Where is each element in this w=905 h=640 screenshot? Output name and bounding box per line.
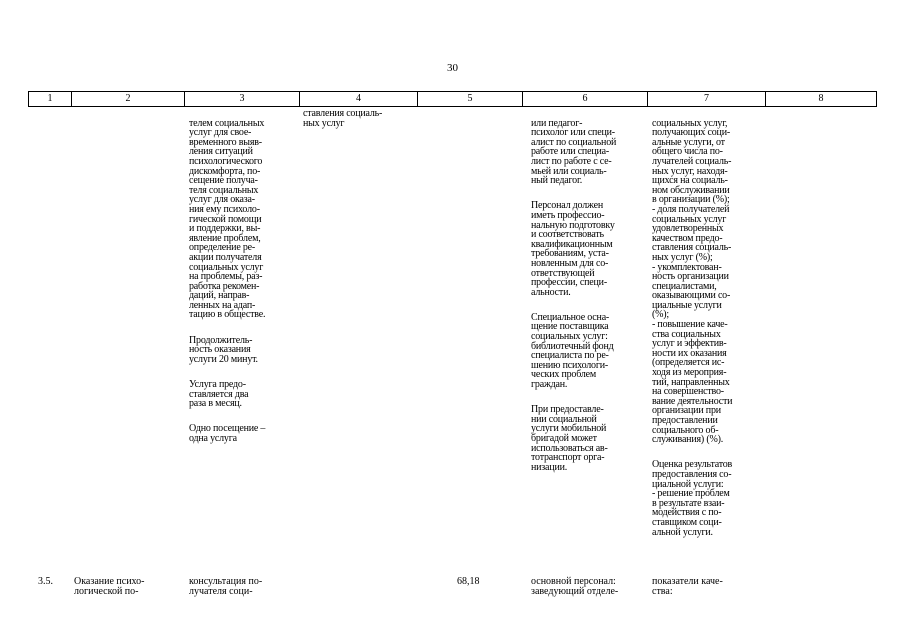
page-number: 30	[447, 62, 458, 74]
column-header-8: 8	[766, 92, 877, 107]
quality-indicators: показатели каче- ства:	[652, 576, 723, 597]
quality-indicators-cell	[652, 109, 768, 553]
service-description-cell	[189, 109, 299, 459]
mobile-team-paragraph: При предоставле- нии социальной услуги мобильной бригадой может использоваться ав- тотранспорт орга- низации.	[531, 404, 608, 473]
service-unit-paragraph: Одно посещение – одна услуга	[189, 423, 266, 444]
column-header-2: 2	[72, 92, 185, 107]
column-header-row	[28, 91, 877, 107]
service-tariff: 68,18	[457, 576, 480, 587]
column-header-4: 4	[300, 92, 418, 107]
service-duration-paragraph: Продолжитель- ность оказания услуги 20 минут.	[189, 334, 258, 365]
staff-requirements-cell	[531, 109, 649, 488]
service-description: консультация по- лучателя соци-	[189, 576, 263, 597]
staff-description: основной персонал: заведующий отделе-	[531, 576, 619, 597]
column-header-1: 1	[29, 92, 72, 107]
qualification-paragraph: Персонал должен иметь профессио- нальную подготовку и соответствовать квалификационным требованиям, уста- новленным для со- ответствующей профессии, специ- альности.	[531, 200, 615, 298]
column-header-3: 3	[185, 92, 300, 107]
row-number: 3.5.	[38, 576, 53, 587]
service-terms-cell: ставления социаль- ных услуг	[303, 108, 383, 129]
result-evaluation-paragraph: Оценка результатов предоставления со- циальной услуги: - решение проблем в результате взаи- модействия с по- ставщиком соци- альной услуги.	[652, 459, 733, 538]
staff-paragraph: или педагог- психолог или специ- алист по социальной работе или специа- лист по работе с се- мьей или социаль- ный педагог.	[531, 117, 617, 187]
service-name: Оказание психо- логической по-	[74, 576, 145, 597]
column-header-5: 5	[418, 92, 523, 107]
service-frequency-paragraph: Услуга предо- ставляется два раза в месяц.	[189, 379, 249, 410]
equipment-paragraph: Специальное осна- щение поставщика социальных услуг: библиотечный фонд специалиста по ре- шению психологи- ческих проблем граждан.	[531, 311, 614, 391]
column-header-7: 7	[648, 92, 766, 107]
quality-indicators-paragraph: социальных услуг, получающих соци- альные услуги, от общего числа по- лучателей социаль- ных услуг, находя- щихся на социаль- ном обслуживании в организации (%); - доля получателей социальных услуг удовлетворенных качеством предо- ставления социаль- ных услуг (%); - укомплектован- ность организации специалистами, оказывающими со- циальные услуги (%); - повышение каче- ства социальных услуг и эффектив- ности их оказания (определяется ис- ходя из мероприя- тий, направленных на совершенство- вание деятельности организации при предоставлении социального об- служивания) (%).	[652, 117, 733, 446]
column-header-6: 6	[523, 92, 648, 107]
service-description-paragraph: телем социальных услуг для свое- временного выяв- ления ситуаций психологического дискомфорта, по- сещение получа- теля социальных услуг для оказа- ния ему психоло- гической помощи и поддержки, вы- явление проблем, определение ре- акции получателя социальных услуг на проблемы, раз- работка рекомен- даций, направ- ленных на адап- тацию в обществе.	[189, 117, 266, 321]
